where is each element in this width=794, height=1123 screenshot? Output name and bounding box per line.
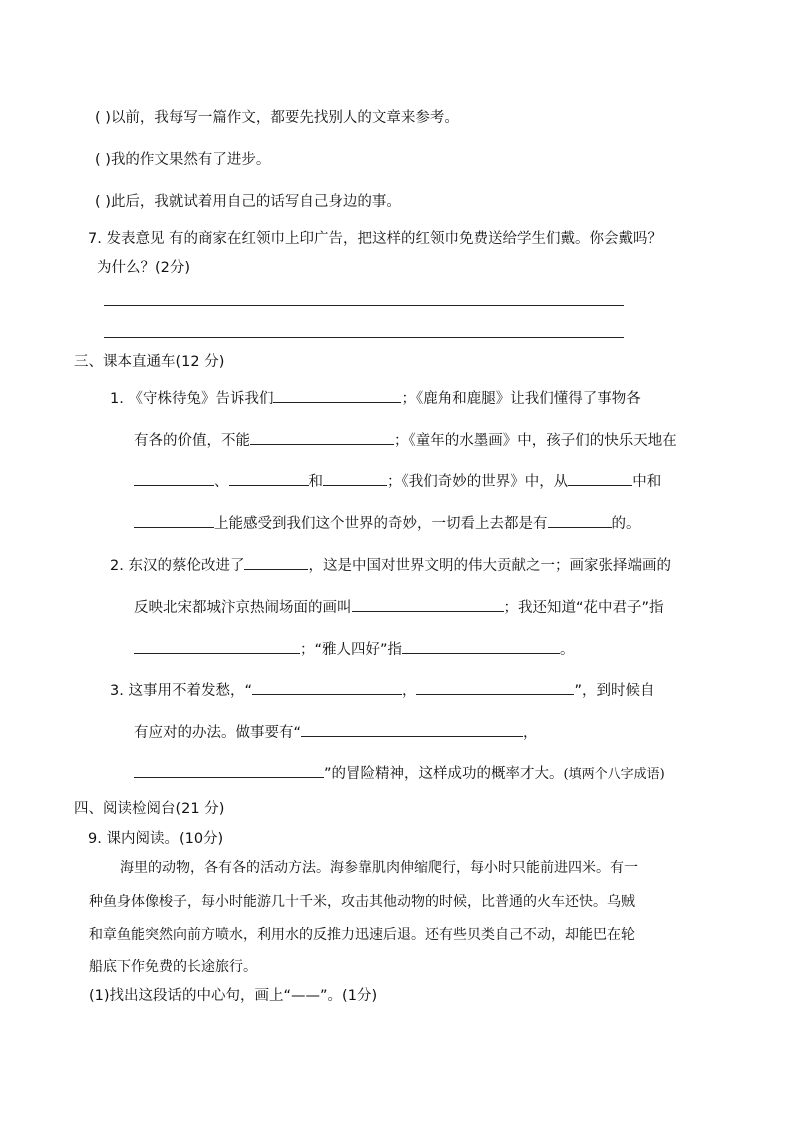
s3-q2-line-1 [110,554,671,576]
s3-q2-blank-4[interactable] [402,638,560,654]
q6-item-1-paren[interactable]: ( ) [95,110,111,126]
s3-q2-text: ；“雅人四好”指 [300,642,403,658]
passage-line-4: 船底下作免费的长途旅行。 [89,959,257,975]
s3-q3-blank-4[interactable] [134,762,324,778]
s3-q2-line-3 [134,638,575,660]
s3-q1-blank-1[interactable] [273,387,401,403]
s3-q1-blank-6[interactable] [568,470,632,486]
q6-item-3-paren[interactable]: ( ) [95,194,111,210]
s3-q1-text: ；《我们奇妙的世界》中，从 [387,474,569,490]
s3-q3-text: ， [401,683,417,699]
q6-item-3 [95,192,401,212]
s3-q3-text: 这事用不着发愁，“ [128,683,252,699]
passage-line-2: 种鱼身体像梭子，每小时能游几十千米，攻击其他动物的时候，比普通的火车还快。乌贼 [89,894,635,910]
s3-q1-text: 的。 [611,516,641,532]
s3-q1-line-1 [110,387,641,409]
passage-line-1: 海里的动物，各有各的活动方法。海参靠肌肉伸缩爬行，每小时只能前进四米。有一 [120,860,638,876]
s3-q2-text: 。 [560,642,575,658]
s3-q3-blank-3[interactable] [301,721,523,737]
s3-q2-text: ，这是中国对世界文明的伟大贡献之一；画家张择端画的 [308,558,671,574]
s3-q1-blank-5[interactable] [323,470,387,486]
s3-q1-blank-8[interactable] [548,512,612,528]
s3-q2-text: 反映北宋都城汴京热闹场面的画叫 [134,600,352,616]
q7-line-2: 为什么？(2分) [97,260,191,276]
s3-q2-blank-2[interactable] [352,596,504,612]
q6-item-3-text: 此后，我就试着用自己的话写自己身边的事。 [110,194,401,210]
s3-q3-line-3 [134,762,665,785]
s3-q1-blank-2[interactable] [250,429,394,445]
s3-q1-text: ；《童年的水墨画》中，孩子们的快乐天地在 [394,433,677,449]
section-4-title: 四、阅读检阅台(21 分) [74,801,225,817]
s3-q2-text: 东汉的蔡伦改进了 [128,558,245,574]
s3-q2-blank-1[interactable] [244,554,308,570]
q9-title: 9. 课内阅读。(10分) [88,831,224,847]
s3-q1-text: 上能感受到我们这个世界的奇妙，一切看上去都是有 [214,516,548,532]
s3-q1-line-3 [134,470,661,492]
s3-q2-line-2 [134,596,664,618]
passage-line-3: 和章鱼能突然向前方喷水，利用水的反推力迅速后退。还有些贝类自己不动，却能巴在轮 [89,927,635,943]
q6-item-2-text: 我的作文果然有了进步。 [110,152,271,168]
q6-item-2-paren[interactable]: ( ) [95,152,111,168]
q7-text-1: 发表意见 有的商家在红领巾上印广告，把这样的红领巾免费送给学生们戴。你会戴吗？ [106,231,663,247]
q9-sub-1: (1)找出这段话的中心句，画上“——”。(1分) [89,988,378,1004]
s3-q3-text: ”，到时候自 [574,683,655,699]
q6-item-2 [95,150,270,170]
q7-line-1 [88,229,662,249]
s3-q3-blank-2[interactable] [416,679,574,695]
s3-q1-line-4 [134,512,641,534]
s3-q3-line-2 [134,721,538,743]
s3-q3-text: 有应对的办法。做事要有“ [134,725,302,741]
s3-q3-number: 3. [110,683,124,699]
q6-item-1 [95,108,459,128]
s3-q2-number: 2. [110,558,124,574]
s3-q2-blank-3[interactable] [134,638,300,654]
s3-q1-text: 、 [214,474,229,490]
s3-q1-text: 《守株待兔》告诉我们 [128,391,274,407]
s3-q3-line-1 [110,679,654,701]
s3-q1-text: 有各的价值，不能 [134,433,250,449]
s3-q3-text: ， [523,725,538,741]
q7-number: 7. [88,231,102,247]
s3-q1-number: 1. [110,391,124,407]
s3-q3-blank-1[interactable] [252,679,402,695]
s3-q3-hint: (填两个八字成语) [563,767,665,782]
s3-q1-text: 中和 [632,474,662,490]
s3-q1-text: ；《鹿角和鹿腿》让我们懂得了事物各 [401,391,641,407]
s3-q1-blank-3[interactable] [134,470,214,486]
s3-q1-blank-4[interactable] [229,470,309,486]
q6-item-1-text: 以前，我每写一篇作文，都要先找别人的文章来参考。 [110,110,459,126]
q7-answer-line-2[interactable] [104,337,624,338]
s3-q1-text: 和 [308,474,323,490]
s3-q1-blank-7[interactable] [134,512,214,528]
section-3-title: 三、课本直通车(12 分) [74,354,225,370]
s3-q3-text: ”的冒险精神，这样成功的概率才大。 [324,766,564,782]
s3-q1-line-2 [134,429,677,451]
s3-q2-text: ；我还知道“花中君子”指 [503,600,664,616]
q7-answer-line-1[interactable] [104,305,624,306]
